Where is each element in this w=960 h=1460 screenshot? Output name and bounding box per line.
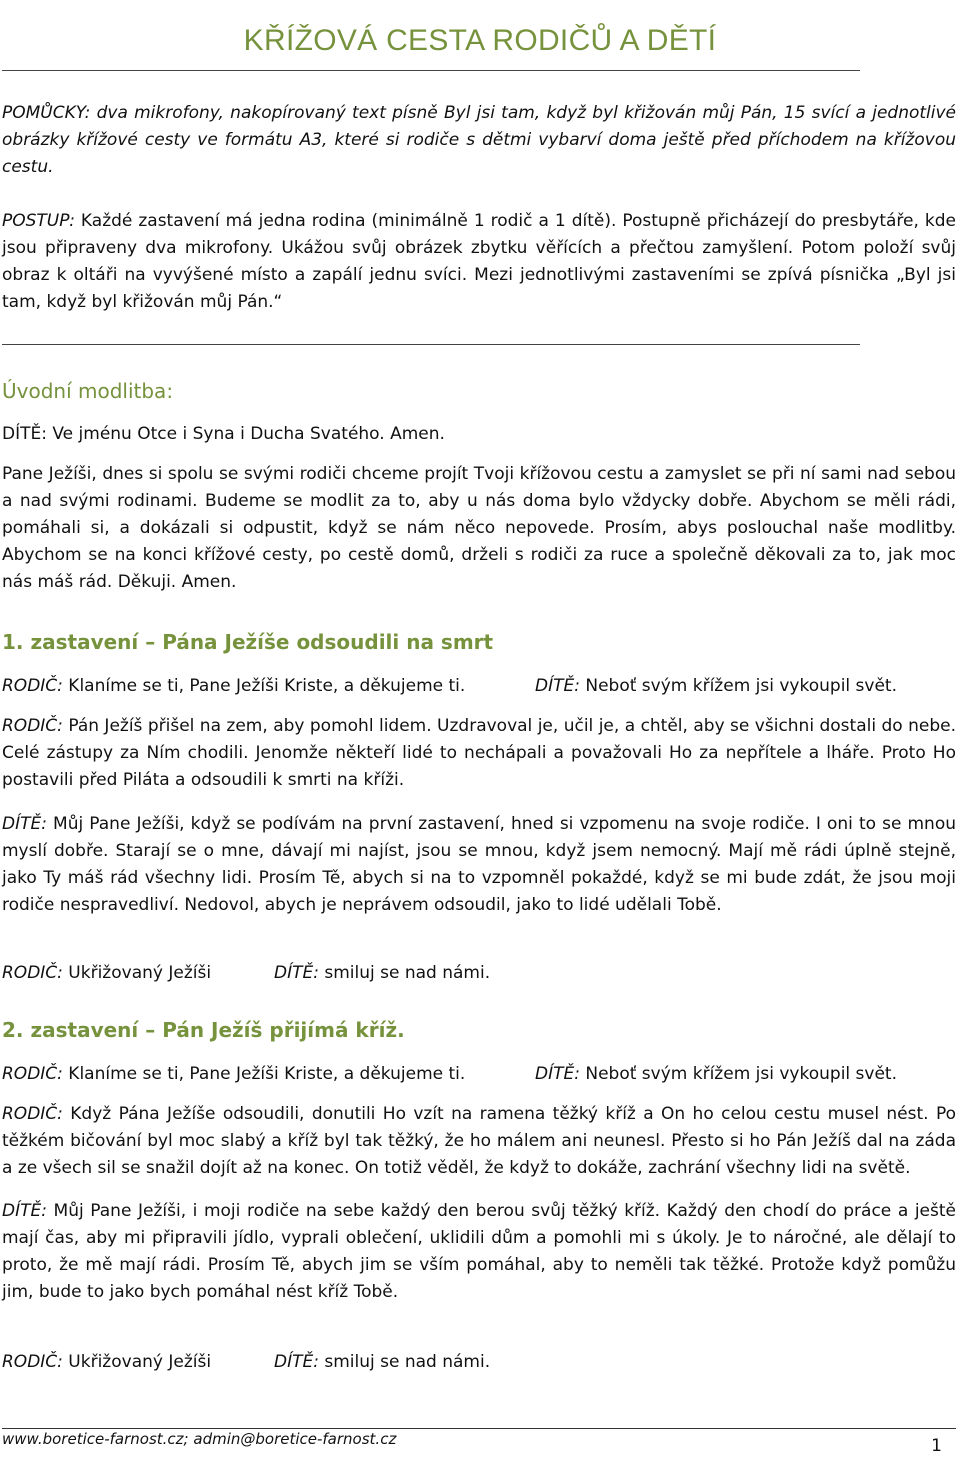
parent-adoration-text: Klaníme se ti, Pane Ježíši Kriste, a děkujeme ti. xyxy=(62,676,466,696)
child-label: DÍTĚ: xyxy=(2,424,47,444)
station-2-parent-text xyxy=(2,1101,956,1182)
station-2-child-body: Můj Pane Ježíši, i moji rodiče na sebe každý den berou svůj těžký kříž. Každý den chodí do práce a ještě mají čas, aby mi připravili jídlo, vyprali oblečení, uklidili dům a pomohli mi s úkoly. Je to náročné, ale dělají to proto, že mě mají rádi. Prosím Tě, abych jim se vším pomáhal, aby to neměli tak těžké. Protože když pomůžu jim, bude to jako bych pomáhal nést kříž Tobě. xyxy=(2,1201,956,1302)
child-label: DÍTĚ: xyxy=(2,814,47,834)
child-closing-text: smiluj se nad námi. xyxy=(318,1352,491,1372)
child-label: DÍTĚ: xyxy=(2,1201,47,1221)
footer-divider xyxy=(2,1428,956,1429)
pomucky-label: POMŮCKY: xyxy=(2,103,91,123)
pomucky-text-1: dva mikrofony, nakopírovaný text písně xyxy=(90,103,444,123)
station-1-parent-body: Pán Ježíš přišel na zem, aby pomohl lidem. Uzdravoval je, učil je, a chtěl, aby se všichni dostali do nebe. Celé zástupy za Ním chodili. Jenomže někteří lidé to nechápali a považovali Ho za nepřítele a lháře. Proto Ho postavili před Piláta a odsoudili k smrti na kříži. xyxy=(2,716,956,790)
child-label: DÍTĚ: xyxy=(535,1064,580,1084)
parent-label: RODIČ: xyxy=(2,963,63,983)
document-title: KŘÍŽOVÁ CESTA RODIČŮ A DĚTÍ xyxy=(243,24,717,58)
parent-adoration xyxy=(2,673,465,700)
station-1-child-body: Můj Pane Ježíši, když se podívám na první zastavení, hned si vzpomenu na svoje rodiče. I oni to se mnou myslí dobře. Starají se o mne, dávají mi najíst, jsou se mnou, když jsem nemocný. Mají mě rádi úplně stejně, jako Ty máš rád všechny lidi. Prosím Tě, abych si na to vzpomněl pokaždé, když se mi bude zdát, že jsou moji rodiče nespravedliví. Nedovol, abych je neprávem odsoudil, jako to lidé udělali Tobě. xyxy=(2,814,956,915)
child-closing xyxy=(274,960,490,987)
postup-paragraph xyxy=(2,208,956,316)
station-2-heading: 2. zastavení – Pán Ježíš přijímá kříž. xyxy=(2,1018,405,1042)
parent-closing xyxy=(2,960,211,987)
child-adoration-text: Neboť svým křížem jsi vykoupil svět. xyxy=(579,676,897,696)
parent-closing-text: Ukřižovaný Ježíši xyxy=(62,963,212,983)
parent-label: RODIČ: xyxy=(2,1104,63,1124)
parent-label: RODIČ: xyxy=(2,1064,63,1084)
intro-child-line xyxy=(2,421,956,448)
intro-prayer: Pane Ježíši, dnes si spolu se svými rodiči chceme projít Tvoji křížovou cestu a zamyslet se při ní sami nad sebou a nad svými rodinami. Budeme se modlit za to, aby u nás doma bylo vždycky dobře. Abychom se měli rádi, pomáhali si, a dokázali si odpustit, když se nám něco nepovede. Prosím, abys poslouchal naše modlitby. Abychom se na konci křížové cesty, po cestě domů, drželi s rodiči za ruce a společně děkovali za to, jak moc nás máš rád. Děkuji. Amen. xyxy=(2,464,956,592)
child-label: DÍTĚ: xyxy=(535,676,580,696)
station-1-child-text xyxy=(2,811,956,919)
child-adoration xyxy=(535,1061,897,1088)
child-label: DÍTĚ: xyxy=(274,963,319,983)
station-1-parent-text xyxy=(2,713,956,794)
footer-contact: www.boretice-farnost.cz; admin@boretice-farnost.cz xyxy=(2,1430,397,1448)
child-adoration-text: Neboť svým křížem jsi vykoupil svět. xyxy=(579,1064,897,1084)
section-divider xyxy=(2,344,860,345)
station-1-heading: 1. zastavení – Pána Ježíše odsoudili na smrt xyxy=(2,630,494,654)
parent-label: RODIČ: xyxy=(2,1352,63,1372)
child-adoration xyxy=(535,673,897,700)
station-2-parent-body: Když Pána Ježíše odsoudili, donutili Ho vzít na ramena těžký kříž a On ho celou cestu musel nést. Po těžkém bičování byl moc slabý a kříž byl tak těžký, že ho málem ani neunesl. Přesto si ho Pán Ježíš dal na záda a ze všech sil se snažil dojít až na konec. On totiž věděl, že když to dokáže, zachrání všechny lidi na světě. xyxy=(2,1104,956,1178)
postup-text: Každé zastavení má jedna rodina (minimálně 1 rodič a 1 dítě). Postupně přicházejí do presbytáře, kde jsou připraveny dva mikrofony. Ukážou svůj obrázek zbytku věřících a přečtou zamyšlení. Potom položí svůj obraz k oltáři na vyvýšené místo a zapálí jednu svíci. Mezi jednotlivými zastaveními se zpívá písnička „Byl jsi tam, když byl křižován můj Pán.“ xyxy=(2,211,956,312)
intro-heading: Úvodní modlitba: xyxy=(2,379,174,403)
parent-label: RODIČ: xyxy=(2,716,63,736)
parent-adoration-text: Klaníme se ti, Pane Ježíši Kriste, a děkujeme ti. xyxy=(62,1064,466,1084)
page-number: 1 xyxy=(931,1436,942,1456)
pomucky-text-2: , 15 svící a jednotlivé obrázky křížové cesty ve formátu A3, které si rodiče s dětmi vybarví doma ještě před příchodem na křížovou cestu. xyxy=(2,103,957,177)
intro-child-text: Ve jménu Otce i Syna i Ducha Svatého. Amen. xyxy=(46,424,445,444)
parent-closing xyxy=(2,1349,211,1376)
pomucky-song-title: Byl jsi tam, když byl křižován můj Pán xyxy=(443,103,773,123)
parent-adoration xyxy=(2,1061,465,1088)
title-divider xyxy=(2,70,860,71)
child-closing xyxy=(274,1349,490,1376)
station-2-child-text xyxy=(2,1198,956,1306)
parent-closing-text: Ukřižovaný Ježíši xyxy=(62,1352,212,1372)
child-closing-text: smiluj se nad námi. xyxy=(318,963,491,983)
postup-label: POSTUP: xyxy=(2,211,75,231)
child-label: DÍTĚ: xyxy=(274,1352,319,1372)
pomucky-paragraph xyxy=(2,100,956,181)
parent-label: RODIČ: xyxy=(2,676,63,696)
